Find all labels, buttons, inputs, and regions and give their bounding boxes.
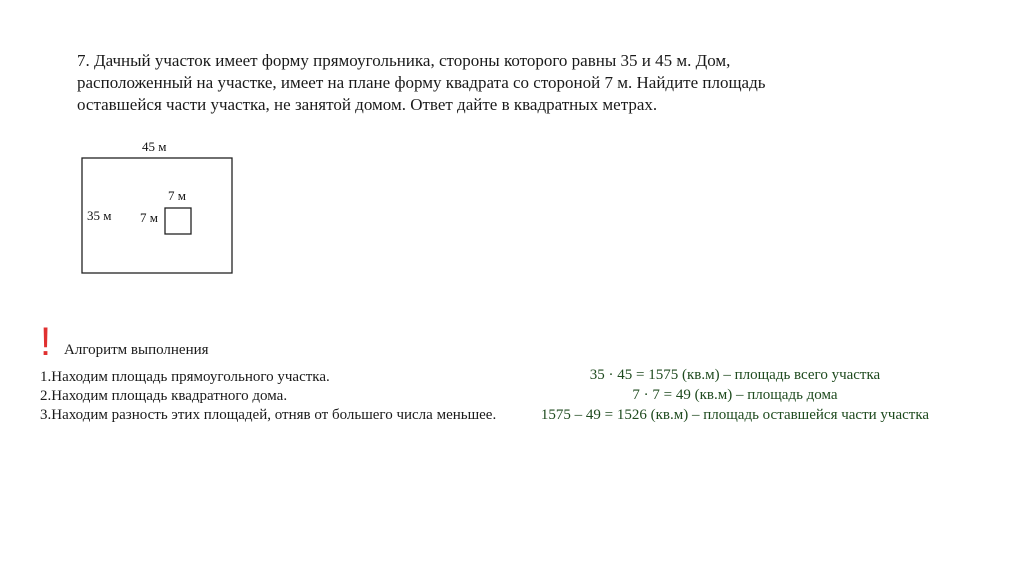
plot-width-label: 45 м [142,139,167,154]
solution-line: 1575 – 49 = 1526 (кв.м) – площадь оставшейся части участка [540,407,930,423]
house-square [165,208,191,234]
plot-height-label: 35 м [87,208,112,223]
exclamation-icon: ! [40,320,52,364]
problem-statement [77,50,977,116]
algorithm-step: 2.Находим площадь квадратного дома. [40,388,288,404]
house-top-label: 7 м [168,188,186,203]
algorithm-title: Алгоритм выполнения [64,342,209,358]
house-side-label: 7 м [140,210,158,225]
problem-line: расположенный на участке, имеет на плане форму квадрата со стороной 7 м. Найдите площадь [77,73,766,92]
solution-line: 7 · 7 = 49 (кв.м) – площадь дома [632,387,838,403]
algorithm-step: 3.Находим разность этих площадей, отняв от большего числа меньшее. [40,407,497,423]
plot-rectangle [82,158,232,273]
algorithm-steps [40,368,500,425]
solution-line: 35 · 45 = 1575 (кв.м) – площадь всего участка [589,367,881,383]
solution-block [490,365,980,425]
problem-line: оставшейся части участка, не занятой домом. Ответ дайте в квадратных метрах. [77,95,658,114]
algorithm-step: 1.Находим площадь прямоугольного участка. [40,369,330,385]
problem-line: 7. Дачный участок имеет форму прямоугольника, стороны которого равны 35 и 45 м. Дом, [77,51,731,70]
